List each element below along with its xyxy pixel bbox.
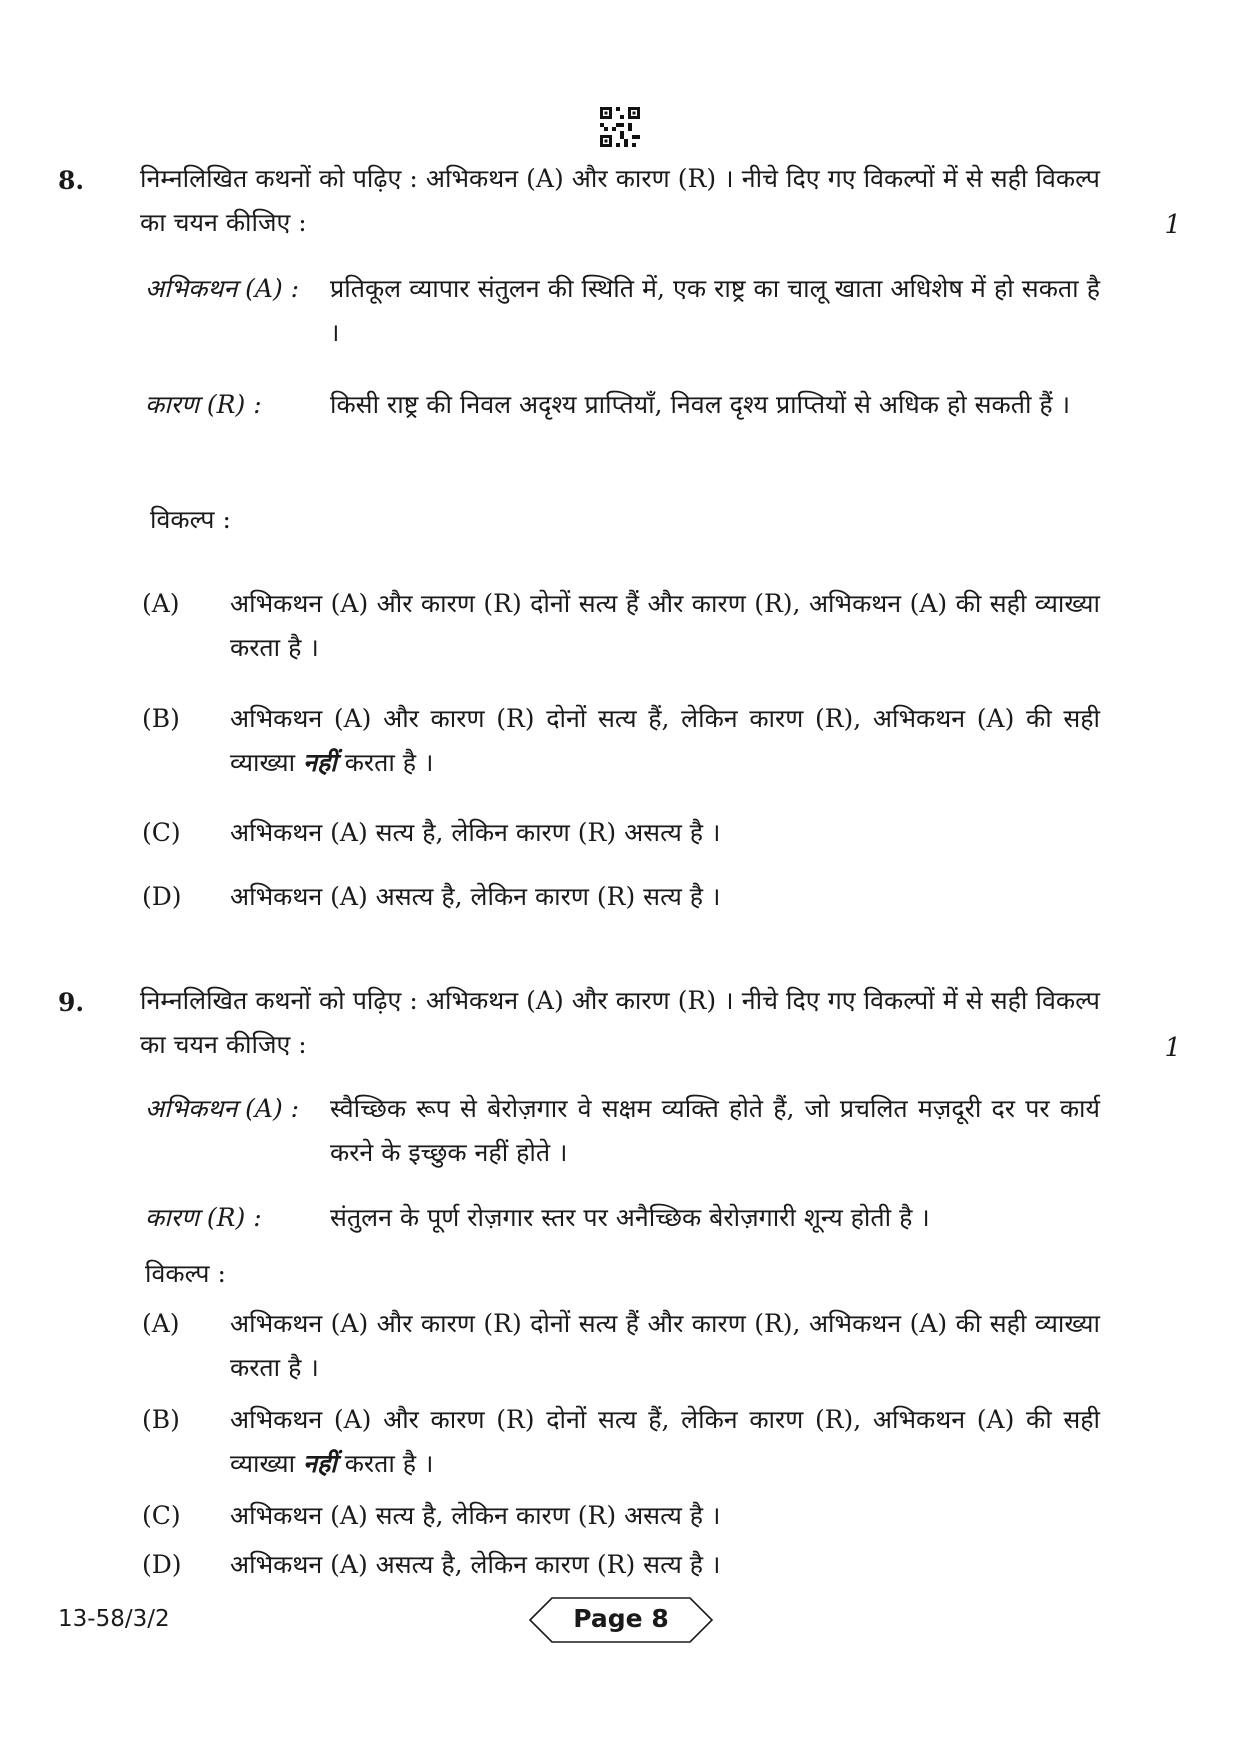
option-text: अभिकथन (A) सत्य है, लेकिन कारण (R) असत्य है ।: [230, 818, 721, 847]
page-number: Page 8: [573, 1604, 669, 1633]
question-stem: निम्नलिखित कथनों को पढ़िए : अभिकथन (A) और कारण (R) । नीचे दिए गए विकल्पों में से सही विकल्प का चयन कीजिए :: [140, 164, 1100, 237]
option-text: अभिकथन (A) और कारण (R) दोनों सत्य हैं और कारण (R), अभिकथन (A) की सही व्याख्या करता है ।: [230, 589, 1100, 662]
option-label: (B): [142, 704, 180, 733]
option-label: (A): [142, 589, 180, 618]
option-label: (C): [142, 818, 181, 847]
emphasis-not: नहीं: [303, 748, 337, 777]
option-text: अभिकथन (A) सत्य है, लेकिन कारण (R) असत्य है ।: [230, 1501, 721, 1530]
option-text: अभिकथन (A) असत्य है, लेकिन कारण (R) सत्य है ।: [230, 1550, 721, 1579]
option-text: अभिकथन (A) और कारण (R) दोनों सत्य हैं, लेकिन कारण (R), अभिकथन (A) की सही व्याख्या नहीं करता है ।: [230, 1405, 1100, 1478]
options-heading: विकल्प :: [150, 505, 231, 534]
qr-code: [600, 107, 640, 147]
option-label: (D): [142, 882, 182, 911]
assertion-text: प्रतिकूल व्यापार संतुलन की स्थिति में, एक राष्ट्र का चालू खाता अधिशेष में हो सकता है ।: [330, 274, 1100, 347]
reason-text: किसी राष्ट्र की निवल अदृश्य प्राप्तियाँ, निवल दृश्य प्राप्तियों से अधिक हो सकती हैं ।: [330, 390, 1071, 419]
option-label: (C): [142, 1501, 181, 1530]
assertion-label: अभिकथन (A) :: [145, 274, 300, 303]
option-text: अभिकथन (A) असत्य है, लेकिन कारण (R) सत्य है ।: [230, 882, 721, 911]
reason-label: कारण (R) :: [145, 1203, 262, 1232]
assertion-label: अभिकथन (A) :: [145, 1094, 300, 1123]
options-heading: विकल्प :: [145, 1259, 226, 1288]
paper-code: 13-58/3/2: [58, 1606, 170, 1632]
emphasis-not: नहीं: [303, 1449, 337, 1478]
question-stem: निम्नलिखित कथनों को पढ़िए : अभिकथन (A) और कारण (R) । नीचे दिए गए विकल्पों में से सही विकल्प का चयन कीजिए :: [140, 986, 1100, 1059]
question-number: 9.: [58, 988, 85, 1017]
assertion-text: स्वैच्छिक रूप से बेरोज़गार वे सक्षम व्यक्ति होते हैं, जो प्रचलित मज़दूरी दर पर कार्य करने के इच्छुक नहीं होते ।: [330, 1094, 1100, 1167]
reason-label: कारण (R) :: [145, 390, 262, 419]
option-text: अभिकथन (A) और कारण (R) दोनों सत्य हैं और कारण (R), अभिकथन (A) की सही व्याख्या करता है ।: [230, 1309, 1100, 1382]
option-label: (A): [142, 1309, 180, 1338]
question-number: 8.: [58, 166, 85, 195]
option-label: (B): [142, 1405, 180, 1434]
reason-text: संतुलन के पूर्ण रोज़गार स्तर पर अनैच्छिक बेरोज़गारी शून्य होती है ।: [330, 1203, 930, 1232]
marks: 1: [1164, 210, 1181, 240]
option-text: अभिकथन (A) और कारण (R) दोनों सत्य हैं, लेकिन कारण (R), अभिकथन (A) की सही व्याख्या नहीं करता है ।: [230, 704, 1100, 777]
marks: 1: [1164, 1033, 1181, 1063]
option-label: (D): [142, 1550, 182, 1579]
